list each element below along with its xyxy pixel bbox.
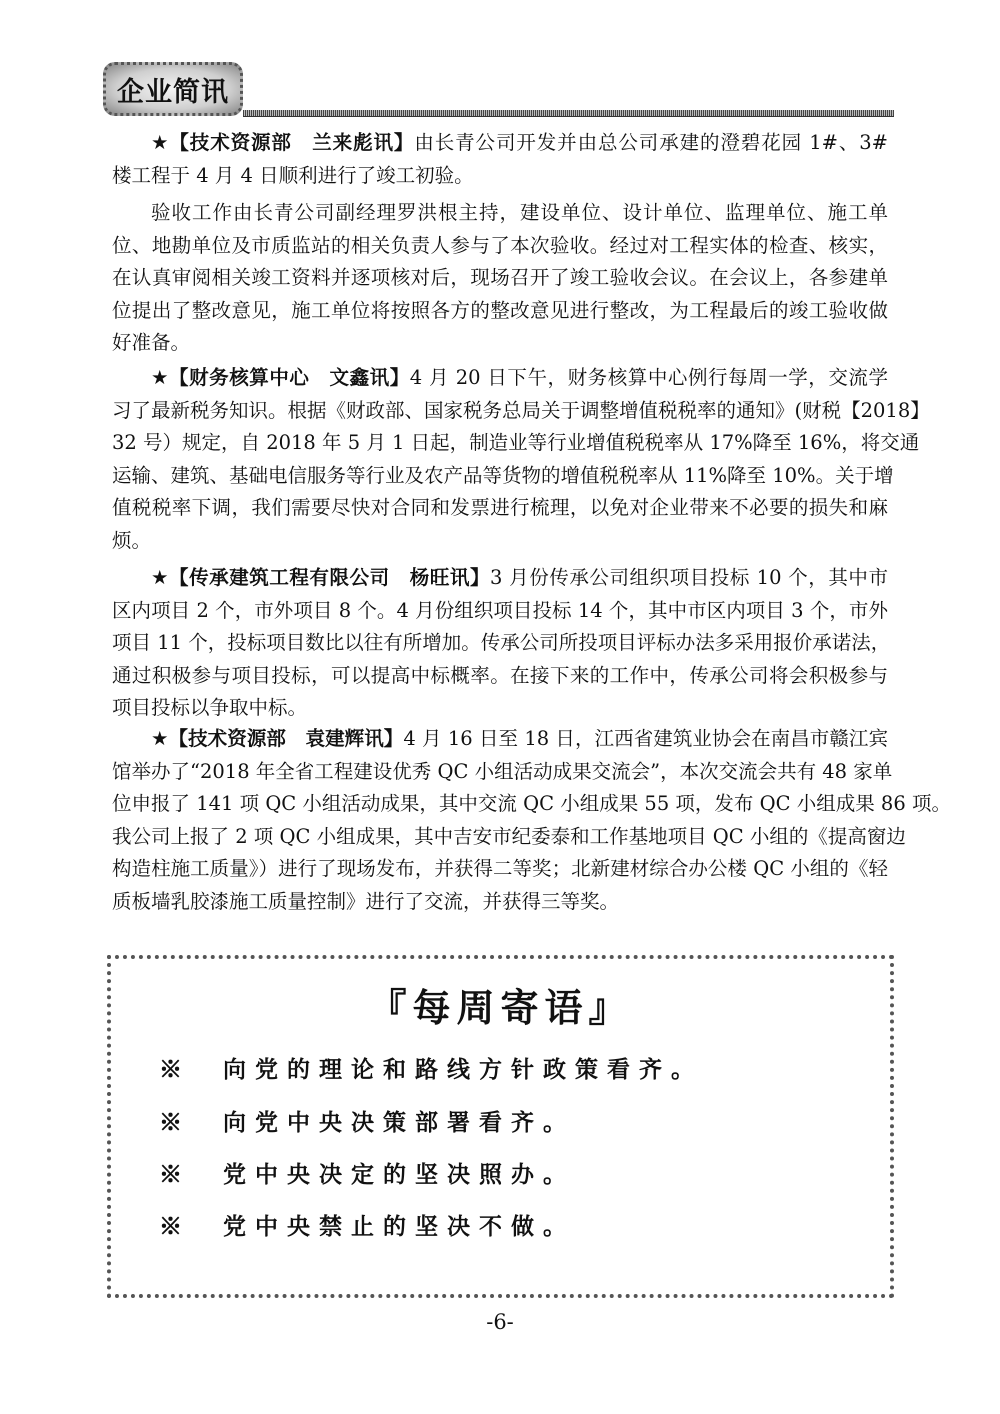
motto-item: ※ 向党的理论和路线方针政策看齐。	[159, 1056, 703, 1083]
line-text: 4 月 16 日至 18 日，江西省建筑业协会在南昌市赣江宾	[403, 727, 888, 750]
line-text: 烦。	[112, 528, 152, 552]
news-item	[112, 197, 888, 360]
line-text: 区内项目 2 个，市外项目 8 个。4 月份组织项目投标 14 个，其中市区内项目 3 个，市外	[112, 598, 888, 622]
text-line	[112, 525, 888, 558]
motto-item: ※ 向党中央决策部署看齐。	[159, 1109, 575, 1136]
line-text: 位提出了整改意见，施工单位将按照各方的整改意见进行整改，为工程最后的竣工验收做	[112, 298, 888, 322]
text-line	[112, 127, 888, 160]
line-text: 构造柱施工质量》）进行了现场发布，并获得二等奖；北新建材综合办公楼 QC 小组的《轻	[112, 857, 888, 881]
text-line	[112, 230, 888, 263]
news-item	[112, 362, 930, 558]
section-title: 企业简讯	[117, 76, 229, 108]
text-line	[112, 262, 888, 295]
text-line	[112, 327, 888, 360]
text-line	[112, 723, 888, 756]
news-item	[112, 127, 888, 192]
text-line	[112, 886, 888, 919]
text-line	[112, 492, 888, 525]
news-item	[112, 723, 951, 919]
section-title-tab	[103, 62, 243, 116]
line-text: 项目 11 个，投标项目数比以往有所增加。传承公司所投项目评标办法多采用报价承诺法，	[112, 631, 891, 655]
weekly-message-title: 『每周寄语』	[368, 985, 633, 1030]
line-text: 验收工作由长青公司副经理罗洪根主持，建设单位、设计单位、监理单位、施工单	[151, 201, 888, 224]
line-text: 通过积极参与项目投标，可以提高中标概率。在接下来的工作中，传承公司将会积极参与	[112, 663, 888, 687]
line-text: 4 月 20 日下午，财务核算中心例行每周一学，交流学	[409, 366, 888, 389]
news-source-lead: ★【财务核算中心 文鑫讯】	[151, 366, 410, 389]
text-line	[112, 756, 893, 789]
line-text: 由长青公司开发并由总公司承建的澄碧花园 1#、3#	[414, 131, 888, 154]
news-item	[112, 562, 891, 725]
line-text: 运输、建筑、基础电信服务等行业及农产品等货物的增值税税率从 11%降至 10%。关于增	[112, 463, 894, 487]
text-line	[112, 362, 888, 395]
motto-item: ※ 党中央决定的坚决照办。	[159, 1161, 575, 1188]
line-text: 质板墙乳胶漆施工质量控制》进行了交流，并获得三等奖。	[112, 889, 620, 913]
line-text: 位、地勘单位及市质监站的相关负责人参与了本次验收。经过对工程实体的检查、核实，	[112, 233, 888, 257]
text-line	[112, 562, 888, 595]
news-source-lead: ★【传承建筑工程有限公司 杨旺讯】	[151, 566, 491, 589]
line-text: 在认真审阅相关竣工资料并逐项核对后，现场召开了竣工验收会议。在会议上，各参建单	[112, 266, 888, 290]
header-rule	[243, 110, 894, 117]
line-text: 好准备。	[112, 331, 191, 355]
text-line	[112, 788, 951, 821]
line-text: 值税税率下调，我们需要尽快对合同和发票进行梳理，以免对企业带来不必要的损失和麻	[112, 496, 888, 520]
text-line	[112, 197, 888, 230]
news-source-lead: ★【技术资源部 袁建辉讯】	[151, 727, 404, 750]
page-number: -6-	[486, 1310, 514, 1334]
text-line	[112, 395, 930, 428]
text-line	[112, 821, 906, 854]
text-line	[112, 295, 888, 328]
text-line	[112, 427, 920, 460]
text-line	[112, 595, 888, 628]
line-text: 我公司上报了 2 项 QC 小组成果，其中吉安市纪委泰和工作基地项目 QC 小组的《提高窗边	[112, 824, 906, 848]
text-line	[112, 460, 894, 493]
line-text: 32 号）规定，自 2018 年 5 月 1 日起，制造业等行业增值税税率从 17%降至 16%，将交通	[112, 431, 920, 455]
motto-item: ※ 党中央禁止的坚决不做。	[159, 1213, 575, 1240]
line-text: 位申报了 141 项 QC 小组活动成果，其中交流 QC 小组成果 55 项，发布 QC 小组成果 86 项。	[112, 792, 951, 816]
text-line	[112, 627, 891, 660]
text-line	[112, 160, 888, 193]
text-line	[112, 660, 888, 693]
weekly-message-box	[107, 955, 894, 1298]
line-text: 习了最新税务知识。根据《财政部、国家税务总局关于调整增值税税率的通知》(财税【2018】	[112, 398, 930, 422]
line-text: 项目投标以争取中标。	[112, 696, 308, 720]
line-text: 馆举办了“2018 年全省工程建设优秀 QC 小组活动成果交流会”，本次交流会共有 48 家单	[112, 759, 893, 783]
text-line	[112, 853, 888, 886]
text-line	[112, 692, 888, 725]
news-source-lead: ★【技术资源部 兰来彪讯】	[151, 131, 415, 154]
line-text: 3 月份传承公司组织项目投标 10 个，其中市	[490, 566, 888, 589]
line-text: 楼工程于 4 月 4 日顺利进行了竣工初验。	[112, 163, 474, 187]
